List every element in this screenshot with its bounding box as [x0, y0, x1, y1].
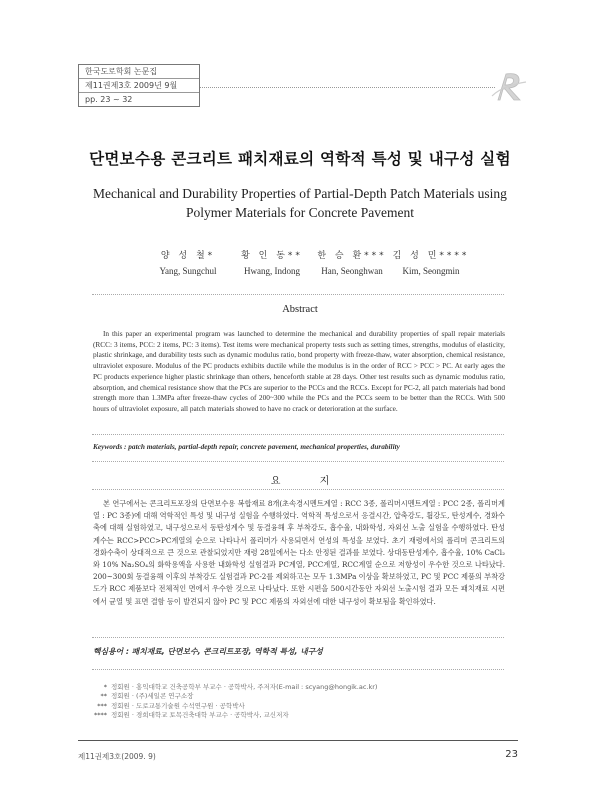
english-title — [80, 184, 520, 222]
header-dotted-rule — [200, 87, 495, 88]
section-divider — [92, 637, 504, 638]
author-en-name: Kim, Seongmin — [402, 266, 460, 276]
section-divider — [92, 294, 504, 295]
abstract-heading: Abstract — [282, 304, 318, 315]
summary-text: 본 연구에서는 콘크리트포장의 단면보수용 복합재료 8개(초속경시멘트계열 : RCC 3종, 폴리머시멘트계열 : PCC 2종, 폴리머계열 : PC 3종)에 대해 역학적인 특성 및 내구성 실험을 수행하였다. 역학적 특성으로서 응결시간, 압축강도, 휨강도, 탄성계수, 경화수축에 대해 실험하였고, 내구성으로서 동탄성계수 및 동결융해 후 부착강도, 흡수율, 내화학성, 자외선 노출 실험을 수행하였다. 탄성계수는 RCC>PCC>PC계열의 순으로 나타나서 폴리머가 사용되면서 연성의 특성을 보였다. 초기 재령에서의 폴리머 콘크리트의 경화수축이 상대적으로 큰 것으로 관찰되었지만 재령 28일에서는 다소 안정된 결과를 보였다. 상대동탄성계수, 흡수율, 10% CaCl₂와 10% Na₂SO₄의 화학용액을 사용한 내화학성 실험결과 PC계열, PCC계열, RCC계열 순으로 저항성이 우수한 것으로 나타났다. 200~300회 동결융해 이후의 부착강도 실험결과 PC-2를 제외하고는 모두 1.3MPa 이상을 확보하였고, PC 및 PCC 제품의 부착강도가 RCC 제품보다 전체적인 면에서 우수한 것으로 나타났다. 또한 시편을 500시간동안 자외선 노출시험 결과 모든 패치재료 시편에서 균열 및 표면 결함 등이 발견되지 않아 PC 및 PCC 제품의 자외선에 대한 내구성이 확보됨을 확인하였다. — [93, 499, 505, 606]
page-number: 23 — [505, 749, 518, 760]
keywords-korean: 핵심용어 : 패치재료, 단면보수, 콘크리트포장, 역학적 특성, 내구성 — [93, 647, 323, 656]
author-footnotes — [93, 683, 377, 720]
journal-r-logo-icon — [490, 66, 530, 106]
section-divider — [92, 461, 504, 462]
author-en-name: Han, Seonghwan — [321, 266, 383, 276]
footer-issue: 제11권제3호(2009. 9) — [78, 752, 156, 761]
author-en-name: Yang, Sungchul — [159, 266, 217, 276]
abstract-text: In this paper an experimental program was launched to determine the mechanical and durability properties of spall repair materials (RCC: 3 items, PCC: 2 items, PC: 3 items). Test items were mechanical property tests such as setting times, strengths, modulus of elasticity, plastic shrinkage, and durability tests such as dynamic modulus ratio, bond property with freeze-thaw, water absorption, chemical resistance, ultraviolet exposure. Modulus of the PC products exhibits ductile while the modulus is in the order of RCC > PCC > PC. At early ages the PC products experience higher plastic shrinkage than others, henceforth stable at 28 days. Other test results such as dynamic modulus ratio, absorption, and chemical resistance show that the PCs are superior to the PCCs and the RCCs. Except for PC-2, all patch materials had bond strength more than 1.3MPa after freeze-thaw cycles of 200~300 while the PCs and the PCCs seem to be better than the RCCs. With 500 hours of ultraviolet exposure, all patch materials showed to have no crack or deterioration at the surface. — [93, 329, 505, 413]
author-ko-name: 한 승 환*** — [317, 251, 387, 261]
footer-rule — [78, 740, 518, 741]
footnote: *** 정회원 · 도로교통기술원 수석연구원 · 공학박사 — [97, 701, 245, 710]
footnote: ** 정회원 · (주)세일콘 연구소장 — [100, 692, 194, 701]
section-divider — [92, 489, 504, 490]
section-divider — [92, 434, 504, 435]
author-en-name: Hwang, Indong — [244, 266, 300, 276]
journal-pages: pp. 23 ~ 32 — [85, 95, 133, 104]
journal-info-box — [78, 64, 200, 107]
summary-heading: 요 지 — [270, 476, 348, 487]
author-ko-name: 황 인 동** — [241, 251, 303, 261]
author-ko-name: 양 성 철* — [160, 251, 216, 261]
keywords-english: Keywords : patch materials, partial-depth repair, concrete pavement, mechanical properties, durability — [93, 442, 400, 451]
section-divider — [92, 669, 504, 670]
english-title-line-1: Mechanical and Durability Properties of Partial-Depth Patch Materials using — [93, 186, 507, 201]
author-4 — [376, 248, 486, 276]
korean-title: 단면보수용 콘크리트 패치재료의 역학적 특성 및 내구성 실험 — [89, 150, 511, 168]
english-title-line-2: Polymer Materials for Concrete Pavement — [186, 205, 414, 220]
journal-name: 한국도로학회 논문집 — [79, 65, 199, 79]
author-ko-name: 김 성 민**** — [392, 251, 470, 261]
journal-issue: 제11권제3호 2009년 9월 — [79, 79, 199, 93]
footnote: **** 정회원 · 경희대학교 토목건축대학 부교수 · 공학박사, 교신저자 — [94, 710, 289, 719]
footnote: * 정회원 · 홍익대학교 건축공학부 부교수 · 공학박사, 주저자(E-mail : scyang@hongik.ac.kr) — [103, 683, 378, 691]
